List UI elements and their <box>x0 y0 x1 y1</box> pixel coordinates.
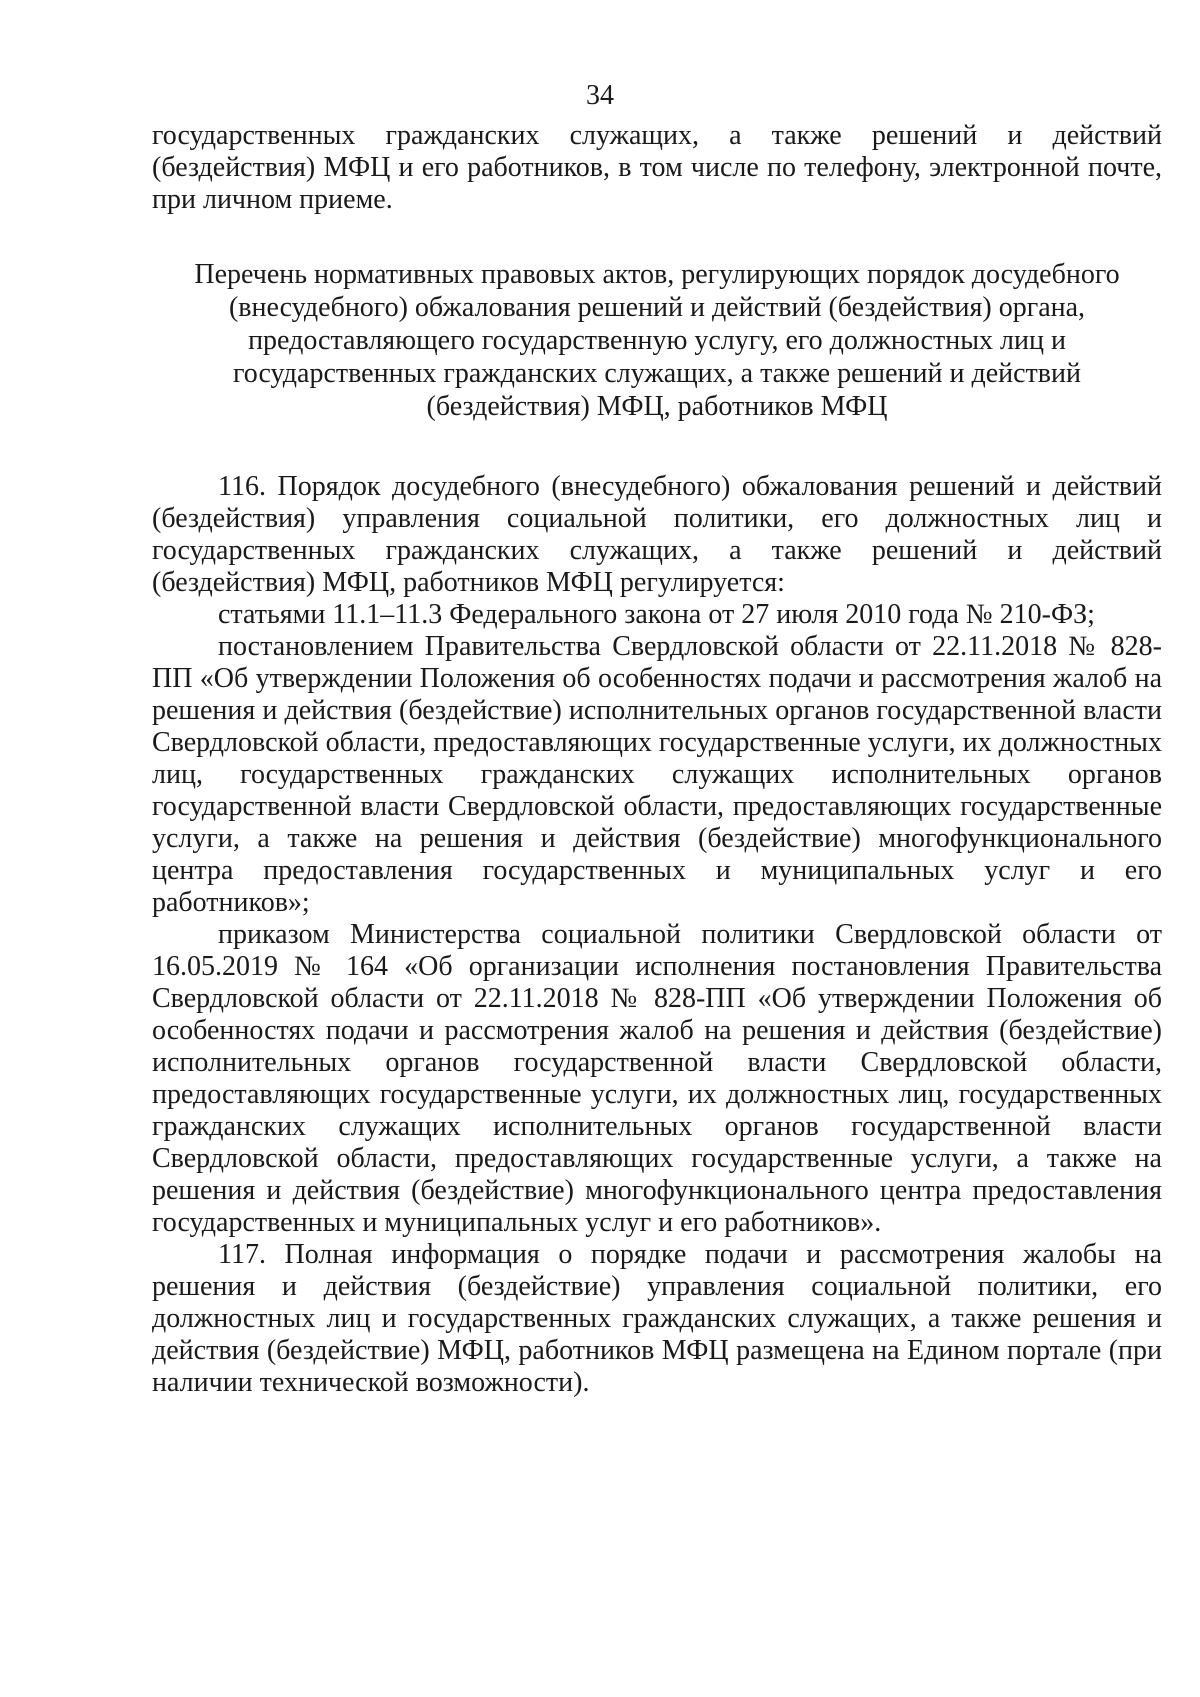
paragraph-ministry-order: приказом Министерства социальной политики Свердловской области от 16.05.2019 № 164 «Об организации исполнения постановления Правительства Свердловской области от 22.11.2018 № 828-ПП «Об утверждении Положения об особенностях подачи и рассмотрения жалоб на решения и действия (бездействие) исполнительных органов государственной власти Свердловской области, предоставляющих государственные услуги, их должностных лиц, государственных гражданских служащих исполнительных органов государственной власти Свердловской области, предоставляющих государственные услуги, а также на решения и действия (бездействие) многофункционального центра предоставления государственных и муниципальных услуг и его работников». <box>152 919 1162 1238</box>
page-number: 34 <box>586 80 614 111</box>
intro-paragraph: государственных гражданских служащих, а также решений и действий (бездействия) МФЦ и его работников, в том числе по телефону, электронной почте, при личном приеме. <box>152 120 1162 215</box>
paragraph-government-resolution: постановлением Правительства Свердловской области от 22.11.2018 № 828-ПП «Об утверждении Положения об особенностях подачи и рассмотрения жалоб на решения и действия (бездействие) исполнительных органов государственной власти Свердловской области, предоставляющих государственные услуги, их должностных лиц, государственных гражданских служащих исполнительных органов государственной власти Свердловской области, предоставляющих государственные услуги, а также на решения и действия (бездействие) многофункционального центра предоставления государственных и муниципальных услуг и его работников»; <box>152 631 1162 918</box>
paragraph-federal-law: статьями 11.1–11.3 Федерального закона от 27 июля 2010 года № 210-ФЗ; <box>218 599 1095 630</box>
section-heading: Перечень нормативных правовых актов, регулирующих порядок досудебного (внесудебного) обжалования решений и действий (бездействия) органа, предоставляющего государственную услугу, его должностных лиц и государственных гражданских служащих, а также решений и действий (бездействия) МФЦ, работников МФЦ <box>194 259 1120 422</box>
paragraph-117: 117. Полная информация о порядке подачи и рассмотрения жалобы на решения и действия (бездействие) управления социальной политики, его должностных лиц и государственных гражданских служащих, а также решения и действия (бездействие) МФЦ, работников МФЦ размещена на Едином портале (при наличии технической возможности). <box>152 1239 1162 1398</box>
paragraph-116: 116. Порядок досудебного (внесудебного) обжалования решений и действий (бездействия) управления социальной политики, его должностных лиц и государственных гражданских служащих, а также решений и действий (бездействия) МФЦ, работников МФЦ регулируется: <box>152 471 1162 598</box>
document-body <box>152 120 1162 1399</box>
